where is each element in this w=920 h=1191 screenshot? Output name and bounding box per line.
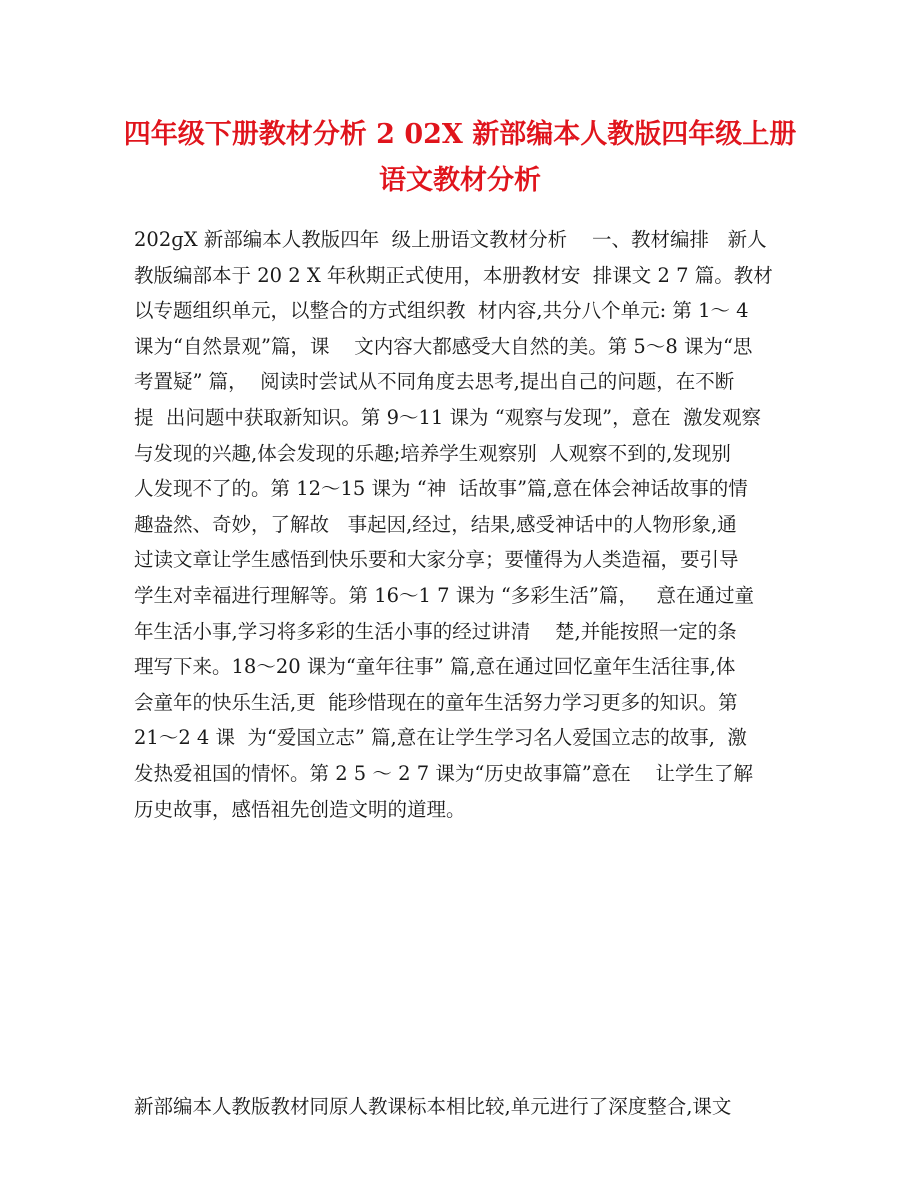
text-line: 人发现不了的。第 12～15 课为 “神 话故事”篇,意在体会神话故事的情 (134, 477, 748, 501)
text-line: 考置疑” 篇， 阅读时尝试从不同角度去思考,提出自己的问题，在不断 (134, 370, 735, 394)
text-line: 趣盎然、奇妙，了解故 事起因,经过，结果,感受神话中的人物形象,通 (134, 512, 737, 536)
text-line: 202ɡX 新部编本人教版四年 级上册语文教材分析 一、教材编排 新人 (134, 228, 767, 251)
text-line: 年生活小事,学习将多彩的生活小事的经过讲清 楚,并能按照一定的条 (134, 619, 737, 643)
text-line: 教版编部本于 20 2 X 年秋期正式使用，本册教材安 排课文 2 7 篇。教材 (134, 263, 773, 287)
text-line: 过读文章让学生感悟到快乐要和大家分享；要懂得为人类造福，要引导 (134, 548, 739, 572)
text-line: 与发现的兴趣,体会发现的乐趣;培养学生观察别 人观察不到的,发现别 (134, 441, 731, 465)
text-line: 理写下来。18～20 课为“童年往事” 篇,意在通过回忆童年生活往事,体 (134, 655, 736, 679)
text-line: 提 出问题中获取新知识。第 9～11 课为 “观察与发现”，意在 激发观察 (134, 405, 762, 429)
title-line-1: 四年级下册教材分析 2 02X 新部编本人教版四年级上册 (123, 119, 797, 150)
text-line: 发热爱祖国的情怀。第 2 5 ～ 2 7 课为“历史故事篇”意在 让学生了解 (134, 761, 754, 785)
text-line: 学生对幸福进行理解等。第 16～1 7 课为 “多彩生活”篇， 意在通过童 (134, 583, 754, 607)
body-paragraph-2: 新部编本人教版教材同原人教课标本相比较,单元进行了深度整合,课文 (134, 1095, 732, 1118)
title-line-2: 语文教材分析 (379, 165, 541, 196)
body-paragraph-1 (134, 222, 814, 827)
text-line: 历史故事，感悟祖先创造文明的道理。 (134, 797, 466, 821)
text-line: 21～2 4 课 为“爱国立志” 篇,意在让学生学习名人爱国立志的故事, 激 (134, 726, 747, 750)
document-title (110, 112, 810, 204)
text-line: 以专题组织单元，以整合的方式组织教 材内容,共分八个单元: 第 1～ 4 (134, 299, 749, 323)
text-line: 课为“自然景观”篇，课 文内容大都感受大自然的美。第 5～8 课为“思 (134, 334, 753, 358)
text-line: 会童年的快乐生活,更 能珍惜现在的童年生活努力学习更多的知识。第 (134, 690, 738, 714)
